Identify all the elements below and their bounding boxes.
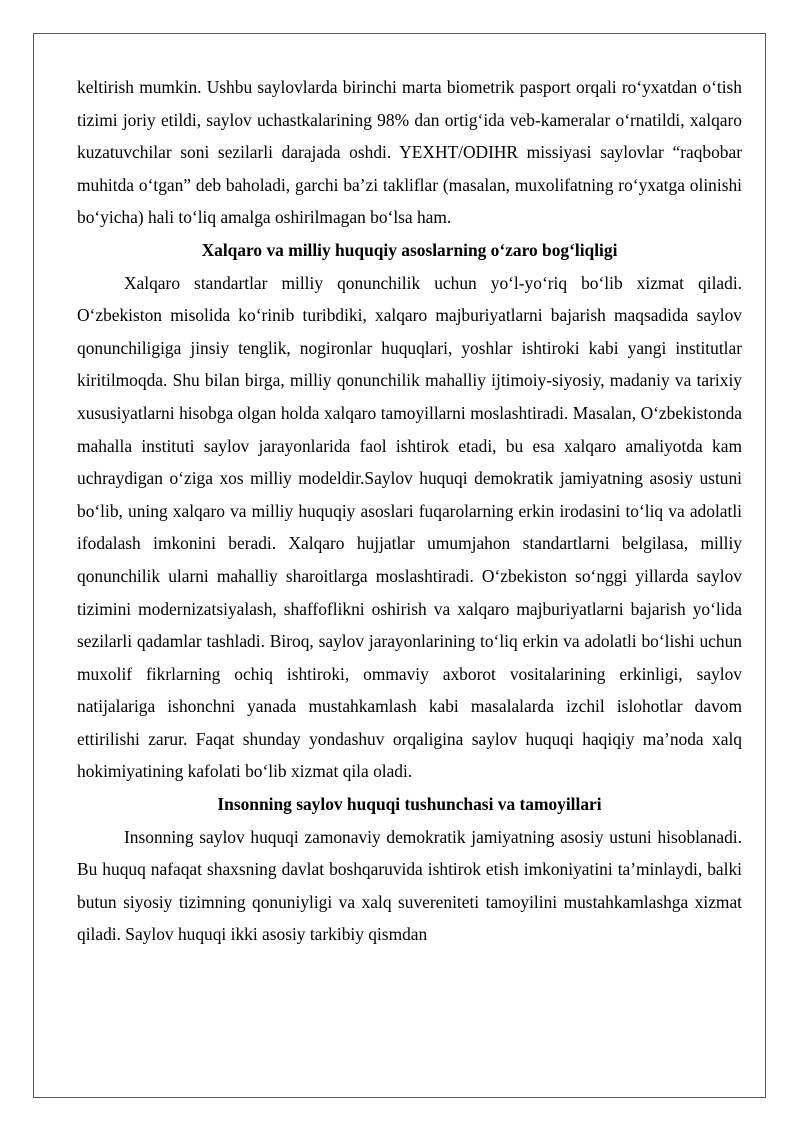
section-heading-electoral-rights: Insonning saylov huquqi tushunchasi va tamoyillari (217, 794, 602, 815)
paragraph-electoral-rights: Insonning saylov huquqi zamonaviy demokratik jamiyatning asosiy ustuni hisoblanadi. Bu huquq nafaqat shaxsning davlat boshqaruvida ishtirok etish imkoniyatini ta’minlaydi, balki butun siyosiy tizimning qonuniyligi va xalq suvereniteti tamoyilini mustahkamlashga xizmat qiladi. Saylov huquqi ikki asosiy tarkibiy qismdan (77, 826, 742, 945)
paragraph-intro-continuation: keltirish mumkin. Ushbu saylovlarda birinchi marta biometrik pasport orqali ro‘yxatdan o‘tish tizimi joriy etildi, saylov uchastkalarining 98% dan ortig‘ida veb-kameralar o‘rnatildi, xalqaro kuzatuvchilar soni sezilarli darajada oshdi. YEXHT/ODIHR missiyasi saylovlar “raqbobar muhitda o‘tgan” deb baholadi, garchi ba’zi takliflar (masalan, muxolifatning ro‘yxatga olinishi bo‘yicha) hali to‘liq amalga oshirilmagan bo‘lsa ham. (77, 77, 742, 228)
document-body (77, 71, 742, 951)
section-heading-legal-frameworks: Xalqaro va milliy huquqiy asoslarning o‘zaro bog‘liqligi (201, 239, 618, 260)
paragraph-legal-frameworks: Xalqaro standartlar milliy qonunchilik uchun yo‘l-yo‘riq bo‘lib xizmat qiladi. O‘zbekiston misolida ko‘rinib turibdiki, xalqaro majburiyatlarni bajarish maqsadida saylov qonunchiligiga jinsiy tenglik, nogironlar huquqlari, yoshlar ishtiroki kabi yangi institutlar kiritilmoqda. Shu bilan birga, milliy qonunchilik mahalliy ijtimoiy-siyosiy, madaniy va tarixiy xususiyatlarni hisobga olgan holda xalqaro tamoyillarni moslashtiradi. Masalan, O‘zbekistonda mahalla instituti saylov jarayonlarida faol ishtirok etadi, bu esa xalqaro amaliyotda kam uchraydigan o‘ziga xos milliy modeldir.Saylov huquqi demokratik jamiyatning asosiy ustuni bo‘lib, uning xalqaro va milliy huquqiy asoslari fuqarolarning erkin irodasini to‘liq va adolatli ifodalash imkonini beradi. Xalqaro hujjatlar umumjahon standartlarni belgilasa, milliy qonunchilik ularni mahalliy sharoitlarga moslashtiradi. O‘zbekiston so‘nggi yillarda saylov tizimini modernizatsiyalash, shaffoflikni oshirish va xalqaro majburiyatlarni bajarish yo‘lida sezilarli qadamlar tashladi. Biroq, saylov jarayonlarining to‘liq erkin va adolatli bo‘lishi uchun muxolif fikrlarning ochiq ishtiroki, ommaviy axborot vositalarining erkinligi, saylov natijalariga ishonchni yanada mustahkamlash kabi masalalarda izchil islohotlar davom ettirilishi zarur. Faqat shunday yondashuv orqaligina saylov huquqi haqiqiy ma’noda xalq hokimiyatining kafolati bo‘lib xizmat qila oladi. (77, 272, 742, 782)
